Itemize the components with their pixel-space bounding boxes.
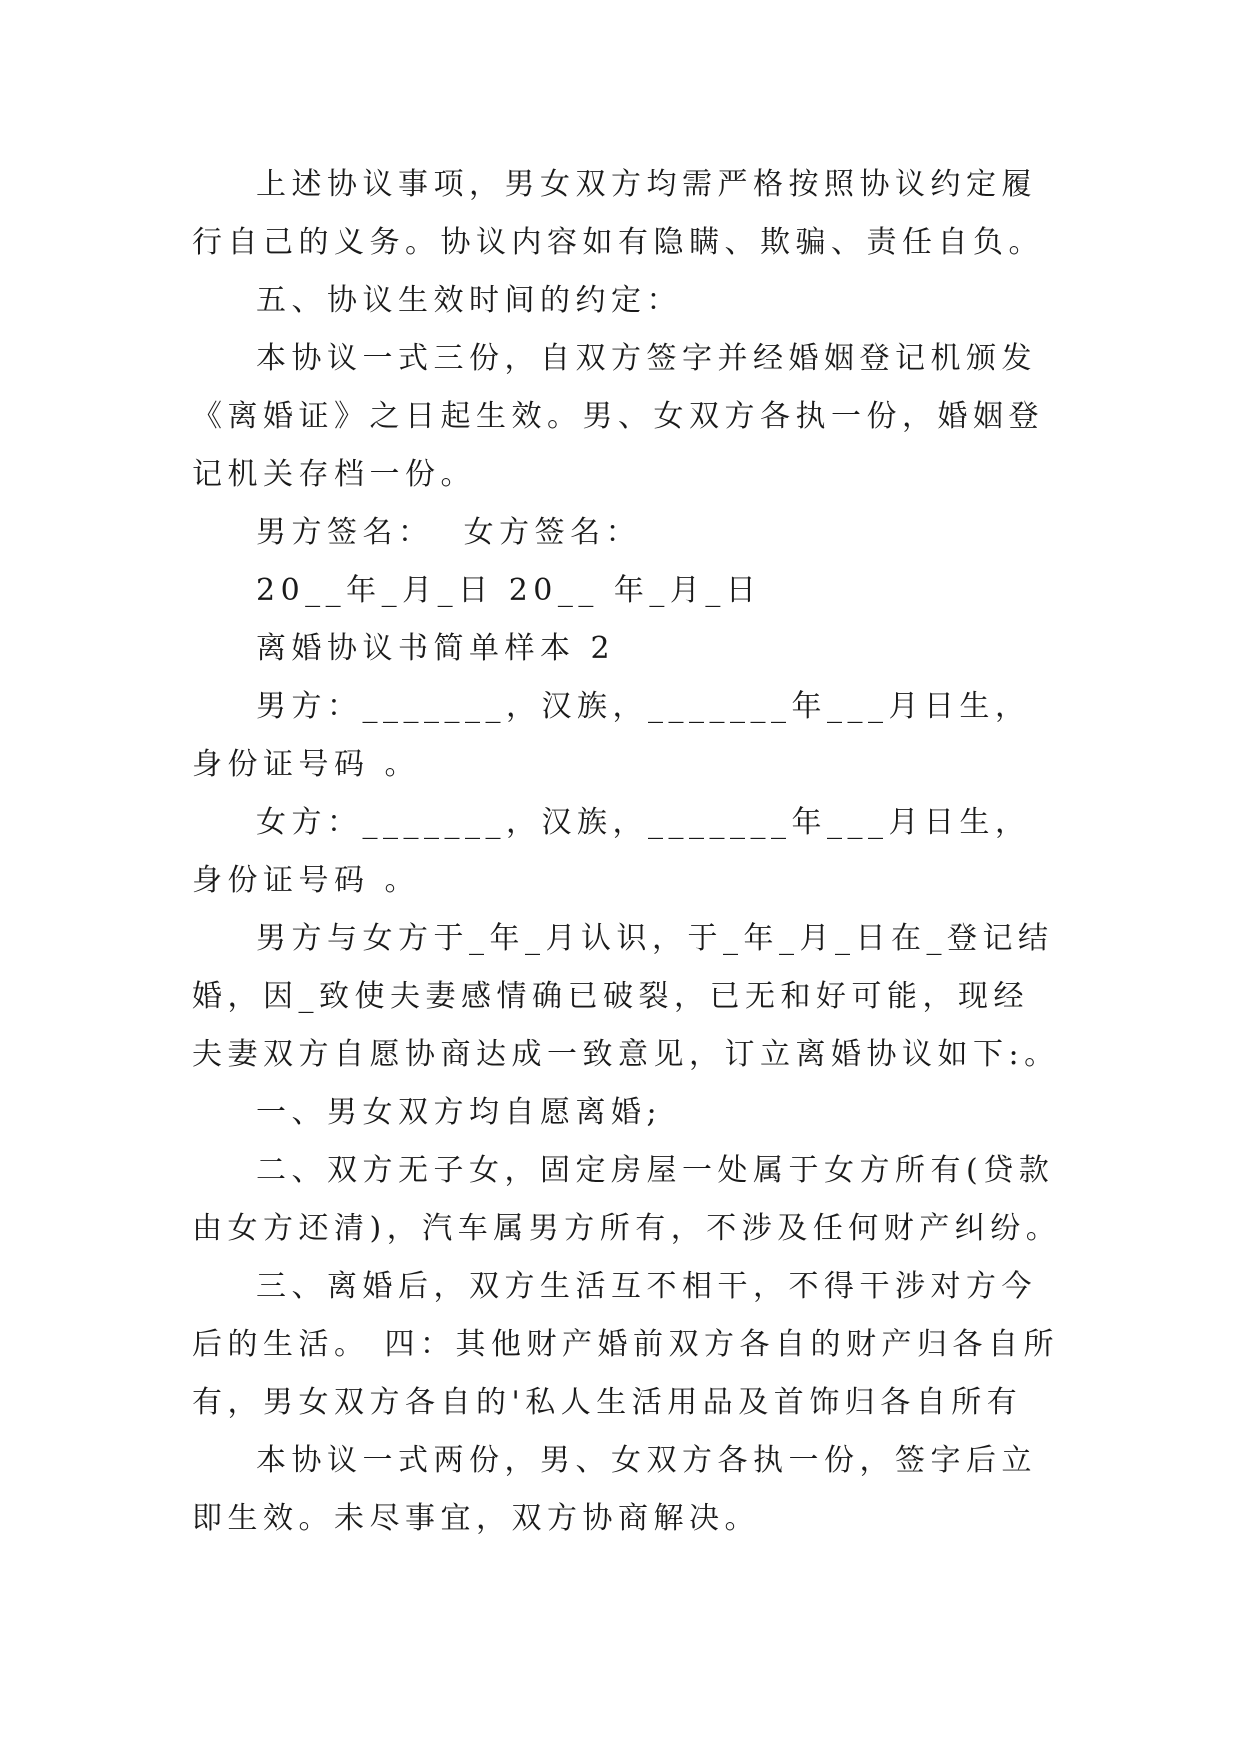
paragraph-clause-two: 二、双方无子女，固定房屋一处属于女方所有(贷款由女方还清)，汽车属男方所有，不涉及任何财产纠纷。: [192, 1153, 1062, 1246]
paragraph-dates: 20__年_月_日 20__ 年_月_日: [256, 573, 762, 608]
paragraph-section-five-heading: 五、协议生效时间的约定：: [256, 283, 682, 318]
paragraph-obligations: 上述协议事项，男女双方均需严格按照协议约定履行自己的义务。协议内容如有隐瞒、欺骗、责任自负。: [192, 167, 1044, 260]
paragraph-copies: 本协议一式两份，男、女双方各执一份，签字后立即生效。未尽事宜，双方协商解决。: [192, 1443, 1037, 1536]
document-body: [192, 156, 1062, 1548]
paragraph-background: 男方与女方于_年_月认识，于_年_月_日在_登记结婚，因_致使夫妻感情确已破裂，已无和好可能，现经夫妻双方自愿协商达成一致意见，订立离婚协议如下:。: [192, 921, 1060, 1072]
paragraph-clause-one: 一、男女双方均自愿离婚;: [256, 1095, 663, 1130]
paragraph-signatures: 男方签名： 女方签名：: [256, 515, 642, 550]
paragraph-clause-three-four: 三、离婚后，双方生活互不相干，不得干涉对方今后的生活。 四：其他财产婚前双方各自的财产归各自所有，男女双方各自的'私人生活用品及首饰归各自所有: [192, 1269, 1060, 1420]
paragraph-female-party: 女方：_______，汉族，_______年___月日生，身份证号码 。: [192, 805, 1031, 898]
paragraph-sample-title: 离婚协议书简单样本 2: [256, 631, 616, 666]
paragraph-effective-time: 本协议一式三份，自双方签字并经婚姻登记机颁发《离婚证》之日起生效。男、女双方各执一份，婚姻登记机关存档一份。: [192, 341, 1044, 492]
paragraph-male-party: 男方：_______，汉族，_______年___月日生，身份证号码 。: [192, 689, 1031, 782]
